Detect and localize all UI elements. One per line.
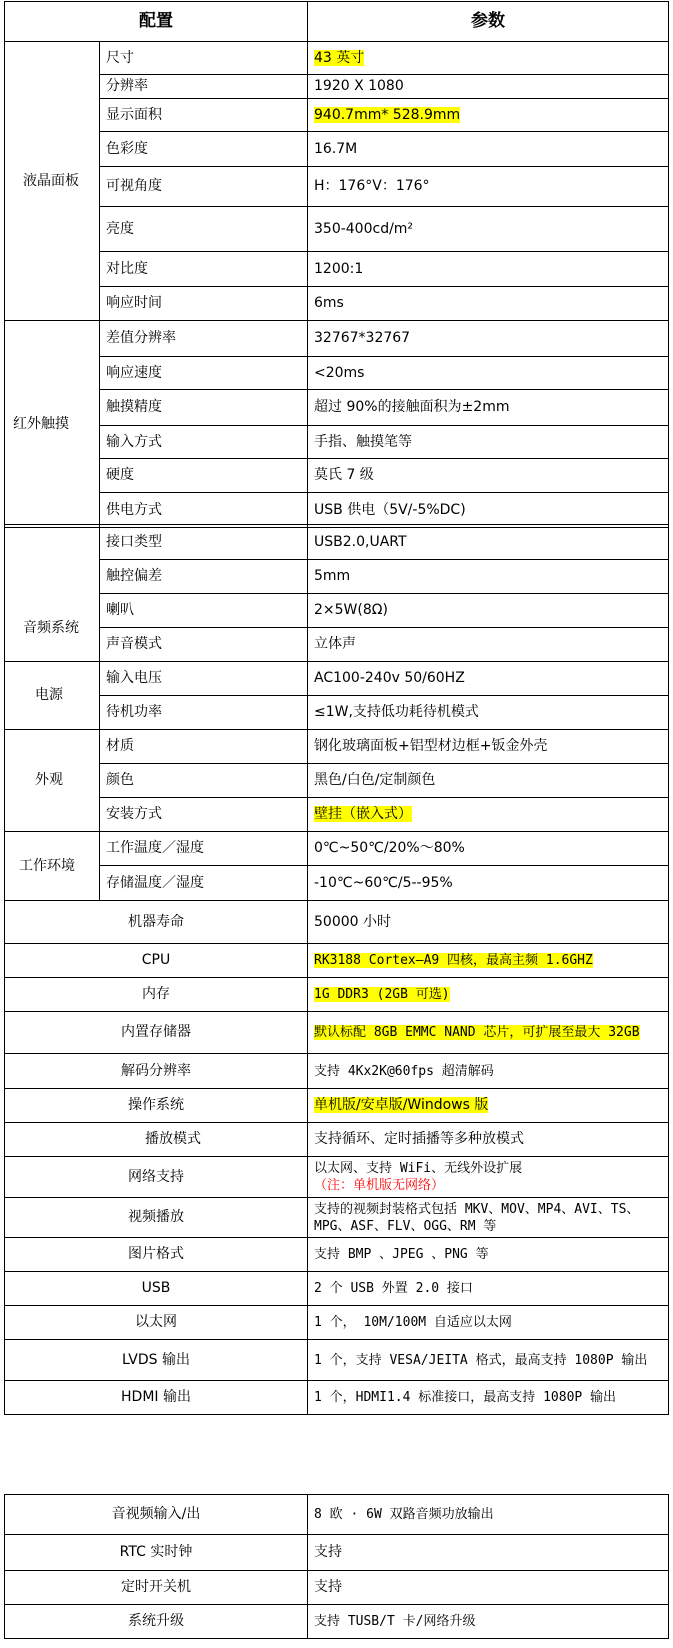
row-label: 输入方式	[100, 426, 308, 459]
highlighted-value: 默认标配 8GB EMMC NAND 芯片，可扩展至最大 32GB	[314, 1025, 640, 1040]
row-label: 音视频输入/出	[5, 1495, 308, 1535]
row-label: 声音模式	[100, 628, 308, 662]
row-value: 32767*32767	[308, 321, 669, 357]
table-row	[5, 1272, 669, 1306]
table-row	[5, 167, 669, 207]
header-config: 配置	[5, 2, 308, 42]
table-row	[5, 798, 669, 832]
row-label: 差值分辨率	[100, 321, 308, 357]
row-label: 系统升级	[5, 1605, 308, 1639]
table-row	[5, 730, 669, 764]
row-value: USB 供电（5V/-5%DC)	[308, 493, 669, 528]
row-value: 1 个，HDMI1.4 标准接口，最高支持 1080P 输出	[308, 1381, 669, 1415]
table-row	[5, 493, 669, 528]
table-row	[5, 594, 669, 628]
group-environment: 工作环境	[5, 832, 100, 901]
table-row	[5, 42, 669, 75]
row-value: 1 个，支持 VESA/JEITA 格式，最高支持 1080P 输出	[308, 1340, 669, 1381]
table-row	[5, 357, 669, 390]
table-row	[5, 1495, 669, 1535]
row-value	[308, 1012, 669, 1054]
row-label: 供电方式	[100, 493, 308, 528]
row-value: 2×5W(8Ω)	[308, 594, 669, 628]
row-value: ≤1W,支持低功耗待机模式	[308, 696, 669, 730]
table-row	[5, 390, 669, 426]
row-value: 黑色/白色/定制颜色	[308, 764, 669, 798]
table-row	[5, 866, 669, 901]
row-label: HDMI 输出	[5, 1381, 308, 1415]
row-value: -10℃~60℃/5--95%	[308, 866, 669, 901]
row-value	[308, 1089, 669, 1123]
table-row	[5, 1157, 669, 1198]
row-value: 支持的视频封装格式包括 MKV、MOV、MP4、AVI、TS、MPG、ASF、FLV、OGG、RM 等	[308, 1198, 669, 1238]
row-value: 16.7M	[308, 132, 669, 167]
row-label: CPU	[5, 944, 308, 978]
row-value	[308, 978, 669, 1012]
row-label: 图片格式	[5, 1238, 308, 1272]
row-label: 显示面积	[100, 99, 308, 132]
table-row	[5, 1306, 669, 1340]
row-value	[308, 1157, 669, 1198]
table-row	[5, 560, 669, 594]
row-label: 播放模式	[5, 1123, 308, 1157]
row-label: 内置存储器	[5, 1012, 308, 1054]
table-row	[5, 1012, 669, 1054]
highlighted-value: 单机版/安卓版/Windows 版	[314, 1097, 489, 1113]
row-label: 安装方式	[100, 798, 308, 832]
network-text: 以太网、支持 WiFi、无线外设扩展	[314, 1161, 523, 1176]
row-value: 立体声	[308, 628, 669, 662]
table-row	[5, 132, 669, 167]
row-label: 亮度	[100, 207, 308, 252]
row-label: USB	[5, 1272, 308, 1306]
table-row	[5, 1198, 669, 1238]
table-row	[5, 1054, 669, 1089]
row-value: 支持 BMP 、JPEG 、PNG 等	[308, 1238, 669, 1272]
row-label: LVDS 输出	[5, 1340, 308, 1381]
row-label: 视频播放	[5, 1198, 308, 1238]
table-row	[5, 1340, 669, 1381]
row-value: 350-400cd/m²	[308, 207, 669, 252]
row-value: 支持	[308, 1535, 669, 1571]
highlighted-value: 壁挂（嵌入式）	[314, 806, 412, 822]
group-audio: 音频系统	[5, 525, 100, 662]
row-label: 待机功率	[100, 696, 308, 730]
table-row	[5, 1605, 669, 1639]
row-value: 手指、触摸笔等	[308, 426, 669, 459]
table-row	[5, 207, 669, 252]
table-row	[5, 287, 669, 321]
row-value: 1 个， 10M/100M 自适应以太网	[308, 1306, 669, 1340]
row-label: 网络支持	[5, 1157, 308, 1198]
row-value	[308, 798, 669, 832]
row-value: H：176°V：176°	[308, 167, 669, 207]
row-value: 超过 90%的接触面积为±2mm	[308, 390, 669, 426]
group-power: 电源	[5, 662, 100, 730]
row-label: 硬度	[100, 459, 308, 493]
table-row	[5, 426, 669, 459]
table-row	[5, 696, 669, 730]
row-label: RTC 实时钟	[5, 1535, 308, 1571]
row-value: 支持	[308, 1571, 669, 1605]
row-label: 机器寿命	[5, 901, 308, 944]
row-value: AC100-240v 50/60HZ	[308, 662, 669, 696]
row-label: 喇叭	[100, 594, 308, 628]
row-value: 1200:1	[308, 252, 669, 287]
row-value	[308, 99, 669, 132]
table-row	[5, 1535, 669, 1571]
row-value: 支持循环、定时插播等多种放模式	[308, 1123, 669, 1157]
row-label: 分辨率	[100, 75, 308, 99]
row-label: 内存	[5, 978, 308, 1012]
row-label: 可视角度	[100, 167, 308, 207]
row-value: 2 个 USB 外置 2.0 接口	[308, 1272, 669, 1306]
row-label: 触控偏差	[100, 560, 308, 594]
table-row	[5, 459, 669, 493]
table-row	[5, 764, 669, 798]
row-value: 8 欧 · 6W 双路音频功放输出	[308, 1495, 669, 1535]
group-appearance: 外观	[5, 730, 100, 832]
table-row	[5, 1571, 669, 1605]
row-label: 以太网	[5, 1306, 308, 1340]
row-value: 支持 4Kx2K@60fps 超清解码	[308, 1054, 669, 1089]
highlighted-value: RK3188 Cortex—A9 四核，最高主频 1.6GHZ	[314, 953, 593, 968]
row-label: 尺寸	[100, 42, 308, 75]
table-row	[5, 978, 669, 1012]
row-label: 色彩度	[100, 132, 308, 167]
table-row	[5, 944, 669, 978]
row-label: 触摸精度	[100, 390, 308, 426]
table-row	[5, 525, 669, 560]
table-row	[5, 1381, 669, 1415]
row-label: 材质	[100, 730, 308, 764]
row-value: <20ms	[308, 357, 669, 390]
row-value: 钢化玻璃面板+铝型材边框+钣金外壳	[308, 730, 669, 764]
highlighted-value: 940.7mm* 528.9mm	[314, 106, 461, 123]
table-row	[5, 252, 669, 287]
table-row	[5, 1238, 669, 1272]
row-label: 输入电压	[100, 662, 308, 696]
row-value: 0℃~50℃/20%～80%	[308, 832, 669, 866]
spec-table-middle	[4, 524, 669, 1415]
header-row	[5, 2, 669, 42]
row-label: 解码分辨率	[5, 1054, 308, 1089]
table-row	[5, 1089, 669, 1123]
table-row	[5, 901, 669, 944]
highlighted-value: 43 英寸	[314, 49, 365, 66]
row-value: 莫氏 7 级	[308, 459, 669, 493]
group-lcd: 液晶面板	[5, 42, 100, 321]
row-label: 对比度	[100, 252, 308, 287]
row-label: 工作温度／湿度	[100, 832, 308, 866]
row-value: 6ms	[308, 287, 669, 321]
row-value: 5mm	[308, 560, 669, 594]
table-row	[5, 832, 669, 866]
row-value	[308, 944, 669, 978]
row-label: 响应时间	[100, 287, 308, 321]
row-label: 定时开关机	[5, 1571, 308, 1605]
row-value: 50000 小时	[308, 901, 669, 944]
network-note: （注：单机版无网络）	[314, 1178, 445, 1193]
table-row	[5, 321, 669, 357]
row-label: 操作系统	[5, 1089, 308, 1123]
table-row	[5, 662, 669, 696]
group-touch: 红外触摸	[5, 321, 100, 528]
spec-table-top	[4, 1, 669, 528]
row-value: 支持 TUSB/T 卡/网络升级	[308, 1605, 669, 1639]
highlighted-value: 1G DDR3 (2GB 可选)	[314, 987, 450, 1002]
table-row	[5, 628, 669, 662]
row-label: 存储温度／湿度	[100, 866, 308, 901]
row-label: 接口类型	[100, 525, 308, 560]
table-row	[5, 75, 669, 99]
row-value: USB2.0,UART	[308, 525, 669, 560]
row-value: 1920 X 1080	[308, 75, 669, 99]
table-row	[5, 1123, 669, 1157]
row-label: 响应速度	[100, 357, 308, 390]
spec-table-bottom	[4, 1494, 669, 1639]
row-value	[308, 42, 669, 75]
row-label: 颜色	[100, 764, 308, 798]
table-row	[5, 99, 669, 132]
header-params: 参数	[308, 2, 669, 42]
